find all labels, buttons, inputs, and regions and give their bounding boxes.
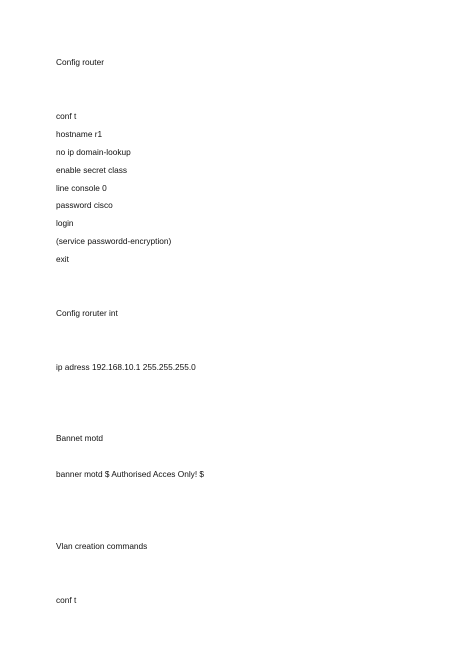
command-service-password-encryption: (service passwordd-encryption) — [56, 236, 172, 246]
command-login: login — [56, 218, 74, 228]
command-line-console: line console 0 — [56, 183, 107, 193]
heading-banner-motd: Bannet motd — [56, 433, 104, 443]
command-exit: exit — [56, 254, 69, 264]
command-password: password cisco — [56, 200, 113, 210]
command-enable-secret: enable secret class — [56, 165, 128, 175]
command-ip-address: ip adress 192.168.10.1 255.255.255.0 — [56, 362, 196, 372]
command-no-ip-domain-lookup: no ip domain-lookup — [56, 147, 131, 157]
command-banner-motd: banner motd $ Authorised Acces Only! $ — [56, 469, 205, 479]
command-conf-t: conf t — [56, 111, 77, 121]
heading-config-router: Config router — [56, 57, 104, 67]
command-hostname: hostname r1 — [56, 129, 103, 139]
heading-config-router-int: Config roruter int — [56, 308, 118, 318]
heading-vlan-creation: Vlan creation commands — [56, 541, 148, 551]
command-conf-t-vlan: conf t — [56, 595, 77, 605]
